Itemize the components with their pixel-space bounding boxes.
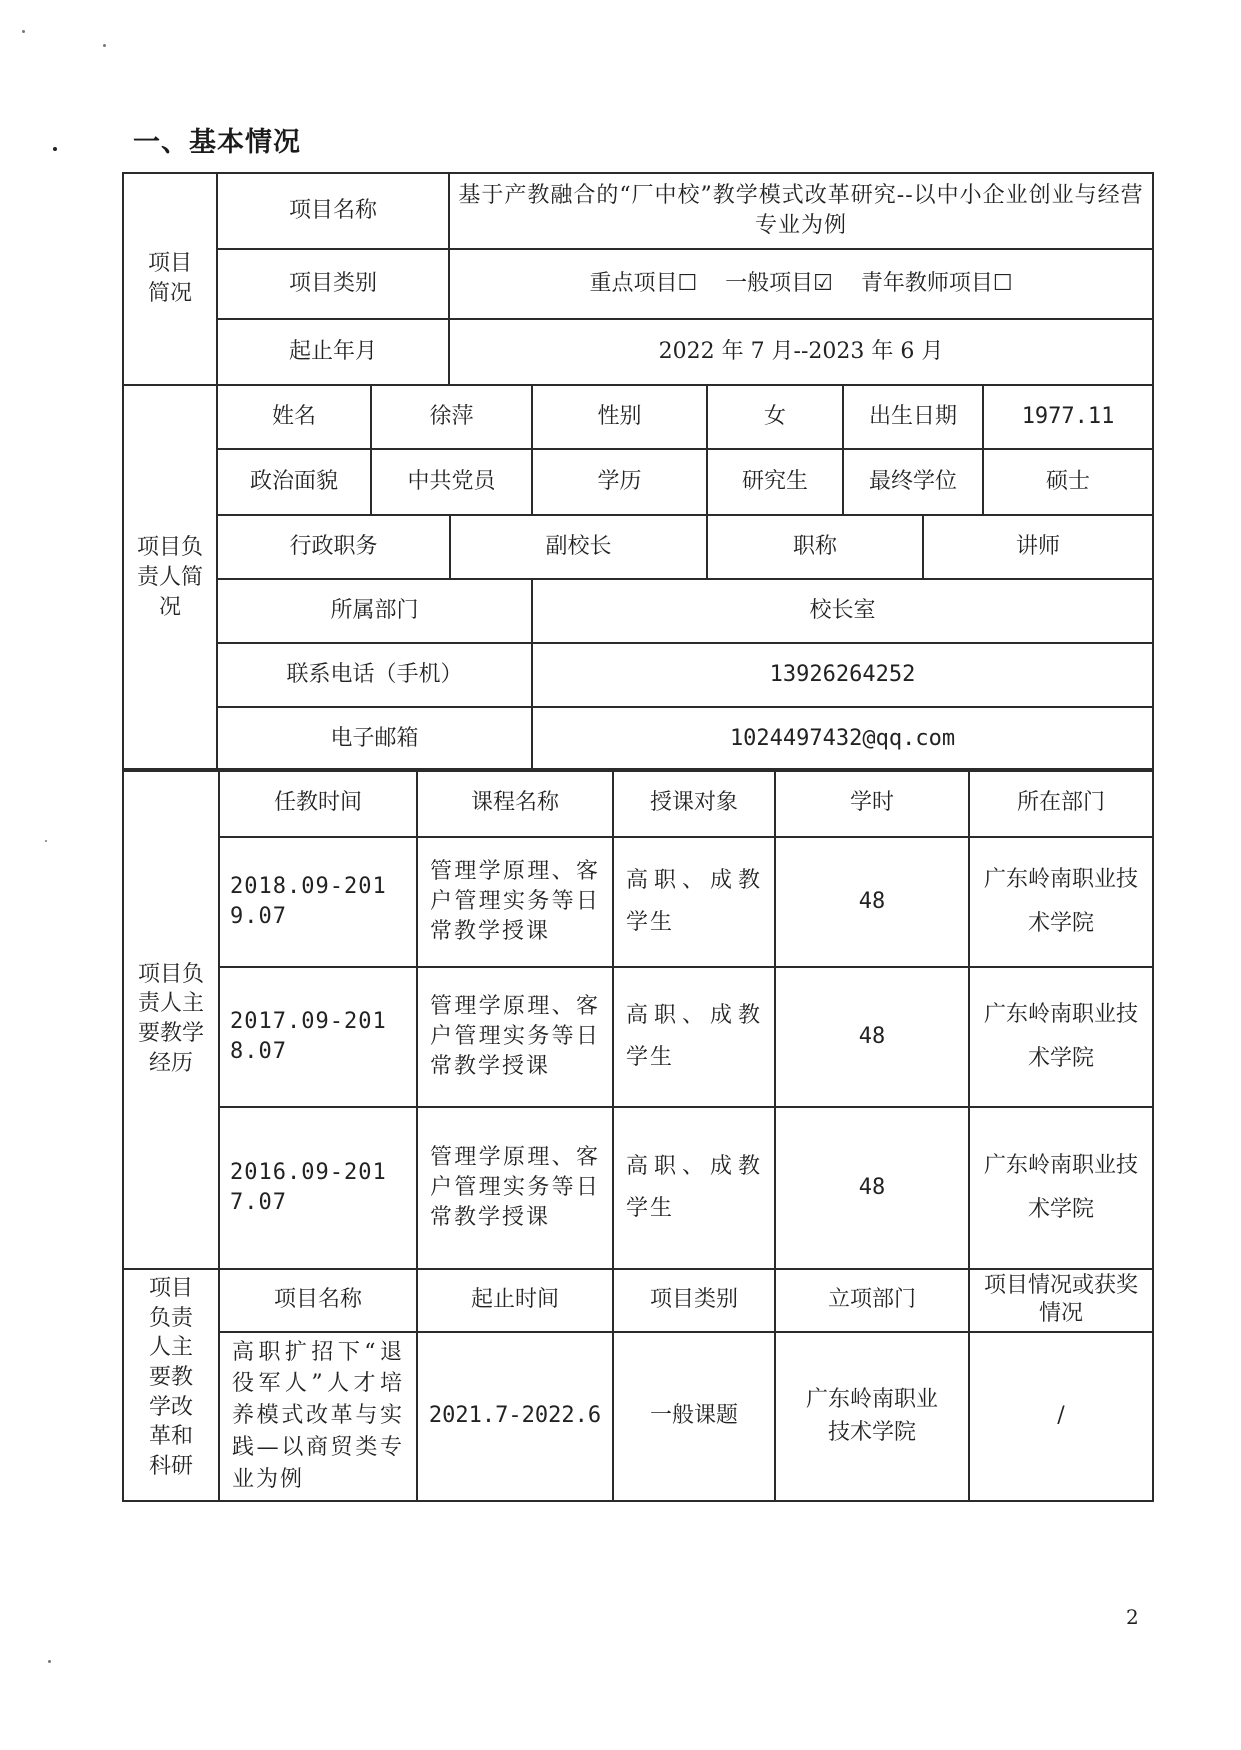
leader-email-label: 电子邮箱 xyxy=(217,707,532,771)
leader-education-value: 研究生 xyxy=(707,449,843,515)
teaching-target: 高职、成教学生 xyxy=(613,967,775,1107)
teaching-header-course: 课程名称 xyxy=(417,769,613,837)
project-overview-side-label: 项目简况 xyxy=(123,173,217,385)
leader-title-label: 职称 xyxy=(707,515,923,579)
teaching-period: 2017.09-2018.07 xyxy=(219,967,417,1107)
teaching-target: 高职、成教学生 xyxy=(613,1107,775,1269)
teaching-course: 管理学原理、客户管理实务等日常教学授课 xyxy=(417,1107,613,1269)
leader-education-label: 学历 xyxy=(532,449,707,515)
table-row xyxy=(123,967,1153,1107)
research-side-label xyxy=(123,1269,219,1501)
research-dept: 广东岭南职业技术学院 xyxy=(775,1332,969,1501)
table-row xyxy=(123,1107,1153,1269)
research-header-dept: 立项部门 xyxy=(775,1269,969,1332)
research-table xyxy=(122,1268,1154,1502)
project-overview-table xyxy=(122,172,1154,386)
leader-side-label: 项目负责人简况 xyxy=(123,385,217,771)
research-header-period: 起止时间 xyxy=(417,1269,613,1332)
research-side-label-text: 项目负责人主要教学改革和科研 xyxy=(148,1276,193,1480)
leader-politics-value: 中共党员 xyxy=(371,449,532,515)
teaching-period: 2016.09-2017.07 xyxy=(219,1107,417,1269)
research-period: 2021.7-2022.6 xyxy=(417,1332,613,1501)
project-period-label: 起止年月 xyxy=(217,319,449,385)
project-name-label: 项目名称 xyxy=(217,173,449,249)
teaching-header-period: 任教时间 xyxy=(219,769,417,837)
leader-degree-value: 硕士 xyxy=(983,449,1153,515)
leader-admin-value: 副校长 xyxy=(450,515,707,579)
leader-email-value: 1024497432@qq.com xyxy=(532,707,1153,771)
leader-birth-label: 出生日期 xyxy=(843,385,983,449)
research-result: / xyxy=(969,1332,1153,1501)
leader-birth-value: 1977.11 xyxy=(983,385,1153,449)
project-category-label: 项目类别 xyxy=(217,249,449,319)
teaching-header-hours: 学时 xyxy=(775,769,969,837)
teaching-dept: 广东岭南职业技术学院 xyxy=(969,1107,1153,1269)
research-category: 一般课题 xyxy=(613,1332,775,1501)
project-category-value: 重点项目☐ 一般项目☑ 青年教师项目☐ xyxy=(449,249,1153,319)
teaching-hours: 48 xyxy=(775,837,969,967)
leader-degree-label: 最终学位 xyxy=(843,449,983,515)
leader-phone-value: 13926264252 xyxy=(532,643,1153,707)
teaching-course: 管理学原理、客户管理实务等日常教学授课 xyxy=(417,837,613,967)
teaching-target: 高职、成教学生 xyxy=(613,837,775,967)
leader-title-value: 讲师 xyxy=(923,515,1153,579)
scan-speck xyxy=(48,1660,51,1663)
leader-gender-label: 性别 xyxy=(532,385,707,449)
research-header-name: 项目名称 xyxy=(219,1269,417,1332)
page-number: 2 xyxy=(1126,1605,1139,1629)
table-row xyxy=(123,1332,1153,1501)
scan-speck xyxy=(103,44,106,47)
research-header-category: 项目类别 xyxy=(613,1269,775,1332)
leader-name-value: 徐萍 xyxy=(371,385,532,449)
table-row xyxy=(123,837,1153,967)
leader-admin-label: 行政职务 xyxy=(217,515,450,579)
research-name: 高职扩招下“退役军人”人才培养模式改革与实践—以商贸类专业为例 xyxy=(219,1332,417,1501)
research-header-result: 项目情况或获奖情况 xyxy=(969,1269,1153,1332)
teaching-hours: 48 xyxy=(775,1107,969,1269)
scan-speck xyxy=(45,840,47,842)
leader-dept-value: 校长室 xyxy=(532,579,1153,643)
section-title: 一、基本情况 xyxy=(133,127,301,158)
teaching-table xyxy=(122,768,1154,1270)
teaching-header-target: 授课对象 xyxy=(613,769,775,837)
teaching-dept: 广东岭南职业技术学院 xyxy=(969,967,1153,1107)
teaching-hours: 48 xyxy=(775,967,969,1107)
leader-gender-value: 女 xyxy=(707,385,843,449)
scan-speck xyxy=(22,30,25,33)
leader-phone-label: 联系电话（手机） xyxy=(217,643,532,707)
project-period-value: 2022 年 7 月--2023 年 6 月 xyxy=(449,319,1153,385)
teaching-period: 2018.09-2019.07 xyxy=(219,837,417,967)
teaching-course: 管理学原理、客户管理实务等日常教学授课 xyxy=(417,967,613,1107)
project-name-value: 基于产教融合的“厂中校”教学模式改革研究--以中小企业创业与经营专业为例 xyxy=(449,173,1153,249)
leader-profile-table xyxy=(122,384,1154,772)
leader-dept-label: 所属部门 xyxy=(217,579,532,643)
scan-speck xyxy=(53,147,57,151)
leader-politics-label: 政治面貌 xyxy=(217,449,371,515)
teaching-side-label: 项目负责人主要教学经历 xyxy=(123,769,219,1269)
teaching-header-dept: 所在部门 xyxy=(969,769,1153,837)
leader-name-label: 姓名 xyxy=(217,385,371,449)
teaching-dept: 广东岭南职业技术学院 xyxy=(969,837,1153,967)
